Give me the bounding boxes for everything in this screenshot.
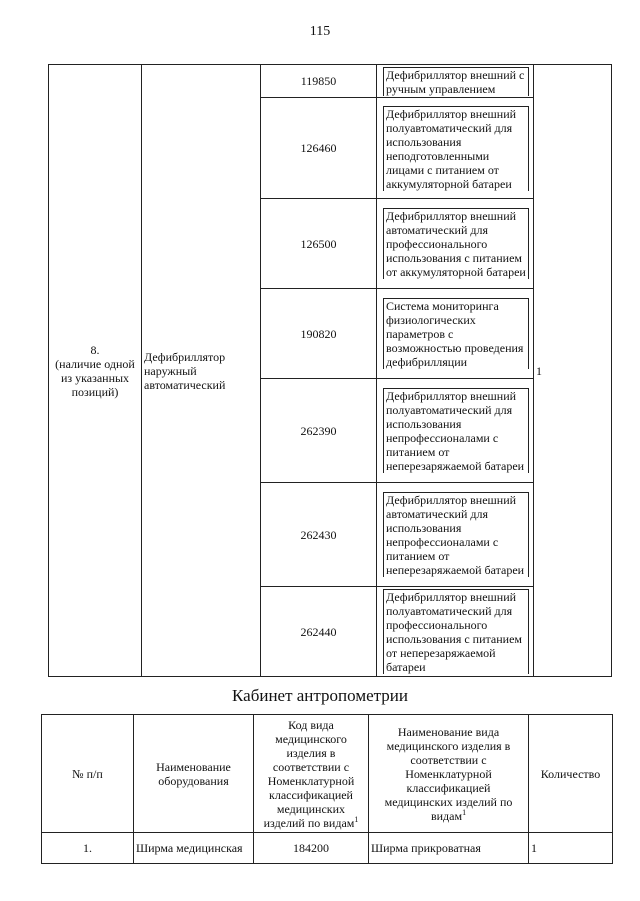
item-name-cell — [377, 289, 534, 379]
row-num: 1. — [42, 833, 134, 864]
header-qty: Количество — [529, 715, 613, 833]
row-name: Ширма прикроватная — [369, 833, 529, 864]
page-number: 115 — [309, 24, 331, 39]
group-number: 8. — [90, 342, 100, 357]
table-row — [42, 833, 613, 864]
header-code — [254, 715, 369, 833]
footnote-mark: 1 — [354, 814, 359, 824]
item-code: 262390 — [261, 379, 377, 483]
item-code: 126500 — [261, 199, 377, 289]
item-name-cell — [377, 379, 534, 483]
item-name: Дефибриллятор внешний автоматический для профессионального использования с питанием от аккумуляторной батареи — [383, 208, 529, 279]
item-name-cell — [377, 98, 534, 199]
item-name: Система мониторинга физиологических параметров с возможностью проведения дефибрилляции — [383, 298, 529, 369]
group-number-cell — [49, 65, 142, 677]
section-title: Кабинет антропометрии — [232, 686, 408, 705]
row-equipment: Ширма медицинская — [134, 833, 254, 864]
group-equipment: Дефибриллятор наружный автоматический — [142, 65, 261, 677]
header-code-text: Код вида медицинского изделия в соответствии с Номенклатурной классификацией медицинских изделий по видам — [263, 717, 355, 830]
item-name-cell — [377, 199, 534, 289]
item-name: Дефибриллятор внешний автоматический для использования непрофессионалами с питанием от неперезаряжаемой батареи — [383, 492, 529, 577]
item-name-cell — [377, 587, 534, 677]
anthropometry-table — [41, 714, 613, 864]
header-name — [369, 715, 529, 833]
equipment-table-continued — [48, 64, 612, 677]
item-code: 190820 — [261, 289, 377, 379]
header-num: № п/п — [42, 715, 134, 833]
item-name: Дефибриллятор внешний полуавтоматический для использования непрофессионалами с питанием от неперезаряжаемой батареи — [383, 388, 529, 473]
footnote-mark: 1 — [462, 807, 467, 817]
header-name-text: Наименование вида медицинского изделия в соответствии с Номенклатурной классификацией медицинских изделий по видам — [384, 724, 513, 823]
item-name-cell — [377, 65, 534, 98]
row-qty: 1 — [529, 833, 613, 864]
item-name: Дефибриллятор внешний полуавтоматический для использования неподготовленными лицами с питанием от аккумуляторной батареи — [383, 106, 529, 191]
item-name-cell — [377, 483, 534, 587]
table-header-row — [42, 715, 613, 833]
item-code: 126460 — [261, 98, 377, 199]
item-code: 119850 — [261, 65, 377, 98]
group-note: (наличие одной из указанных позиций) — [55, 356, 135, 399]
row-code: 184200 — [254, 833, 369, 864]
item-name: Дефибриллятор внешний с ручным управлением — [383, 67, 529, 96]
item-code: 262440 — [261, 587, 377, 677]
item-code: 262430 — [261, 483, 377, 587]
header-equipment: Наименование оборудования — [134, 715, 254, 833]
group-quantity: 1 — [534, 65, 612, 677]
item-name: Дефибриллятор внешний полуавтоматический для профессионального использования с питанием от неперезаряжаемой батареи — [383, 589, 529, 674]
